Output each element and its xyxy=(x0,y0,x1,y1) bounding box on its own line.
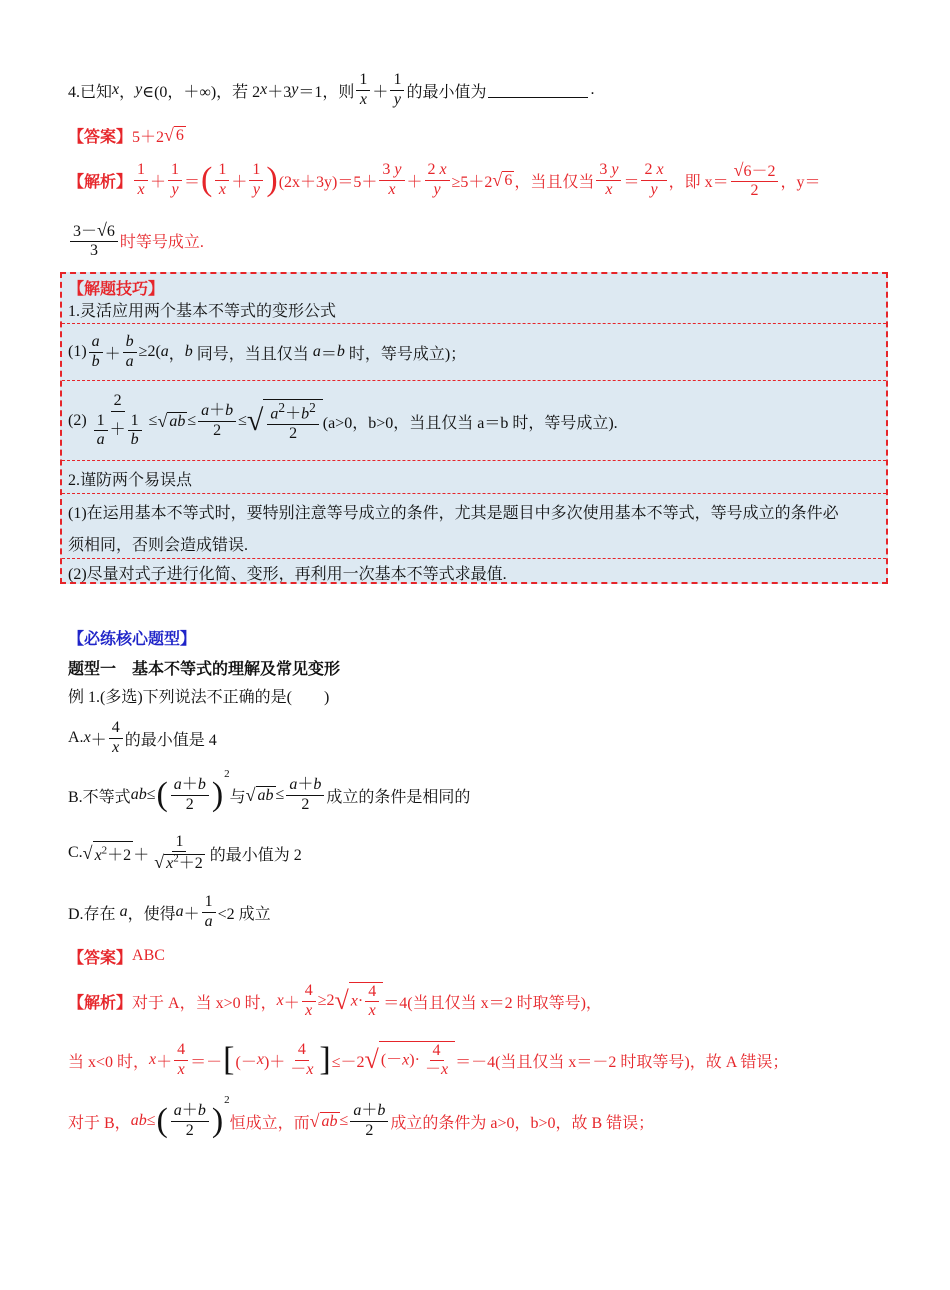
divider xyxy=(62,323,886,324)
tips-formula-2: (2) 2 $\frac{1}{a}$ ＋ $\frac{1}{b}$ ≤ √ ab ≤ $\frac{a+b}{2}$ ≤ √ $\frac{a^2+b^2}{2}$ (a>0，b>0，当且仅当 a＝b 时，等号成立). xyxy=(68,392,618,449)
question-4: 4.已知 x ， y ∈(0，＋∞)，若 2 x ＋3 y ＝1，则 $\frac{1}{x}$ ＋ $\frac{1}{y}$ 的最小值为 . xyxy=(68,71,595,108)
example-1: 例 1.(多选)下列说法不正确的是( ) xyxy=(68,689,330,706)
example-analysis-line1: 【解析】 对于 A，当 x>0 时， x ＋ $\frac{4}{x}$ ≥2 √ x· $\frac{4}{x}$ ＝4(当且仅当 x＝2 时取等号)， xyxy=(68,982,602,1019)
q4-analysis-line2: $\frac{3-√6}{3}$ 时等号成立. xyxy=(68,220,204,260)
divider xyxy=(62,558,886,559)
option-a: A. x ＋ $\frac{4}{x}$ 的最小值是 4 xyxy=(68,719,217,756)
q4-prefix: 4.已知 xyxy=(68,83,113,101)
example-analysis-line3: 对于 B， ab ≤ ( $\frac{a+b}{2}$ ) $^2$ 恒成立，而 √ ab ≤ $\frac{a+b}{2}$ 成立的条件为 a>0，b>0，故 B 错误； xyxy=(68,1094,655,1139)
analysis-label: 【解析】 xyxy=(68,173,133,191)
divider xyxy=(62,460,886,461)
tips-formula-1: (1) $\frac{a}{b}$ ＋ $\frac{b}{a}$ ≥2( a ， b 同号，当且仅当 a ＝ b 时，等号成立)； xyxy=(68,333,467,370)
option-d: D.存在 a ，使得 a ＋ $\frac{1}{a}$ <2 成立 xyxy=(68,893,271,930)
fraction-1-over-x: $\frac{1}{x}$ xyxy=(356,71,370,109)
q4-answer: 【答案】 5＋2 √ 6 xyxy=(68,124,184,146)
example-answer: 【答案】 ABC xyxy=(68,947,165,967)
section-heading: 【必练核心题型】 xyxy=(68,631,197,648)
divider xyxy=(62,380,886,381)
answer-blank[interactable] xyxy=(488,83,588,98)
tips-point-1a: (1)在运用基本不等式时，要特别注意等号成立的条件，尤其是题目中多次使用基本不等式，等号成立的条件必 xyxy=(68,504,839,522)
tips-point-1b: 须相同，否则会造成错误. xyxy=(68,536,249,554)
fraction-1-over-y: $\frac{1}{y}$ xyxy=(390,71,404,109)
tips-title: 【解题技巧】 xyxy=(68,280,165,298)
type-heading: 题型一 基本不等式的理解及常见变形 xyxy=(68,661,341,678)
tips-heading-1: 1.灵活应用两个基本不等式的变形公式 xyxy=(68,302,337,320)
tips-heading-2: 2.谨防两个易误点 xyxy=(68,471,193,489)
option-b: B.不等式 ab ≤ ( $\frac{a+b}{2}$ ) $^2$ 与 √ ab ≤ $\frac{a+b}{2}$ 成立的条件是相同的 xyxy=(68,768,471,813)
option-c: C. √ $x^2+2$ ＋ $\frac{1}{√ x^2+2}$ 的最小值为 2 xyxy=(68,832,302,872)
answer-label: 【答案】 xyxy=(68,128,133,146)
tips-point-2: (2)尽量对式子进行化简、变形，再利用一次基本不等式求最值. xyxy=(68,565,507,583)
divider xyxy=(62,493,886,494)
root-icon: √ xyxy=(164,124,174,145)
example-analysis-line2: 当 x<0 时， x ＋ $\frac{4}{x}$ ＝－ [ (－ x )＋ $\frac{4}{-x}$ ] ≤－2 √ (－x)· $\frac{4}{-x}$ ＝－4(当且仅当 x＝－2 时取等号)，故 A 错误； xyxy=(68,1041,789,1078)
q4-analysis-line1: 【解析】 $\frac{1}{x}$ ＋ $\frac{1}{y}$ ＝ ( $\frac{1}{x}$ ＋ $\frac{1}{y}$ ) (2x＋3y)＝5＋ $\frac{3 y}{x}$ ＋ $\frac{2 x}{y}$ ≥5＋2 √ 6 ，当且仅当 $\frac{3 y}{x}$ ＝ $\frac{2 x}{y}$ ，即 x＝ $\frac{√6-2}{2}$ ，y＝ xyxy=(68,159,821,199)
